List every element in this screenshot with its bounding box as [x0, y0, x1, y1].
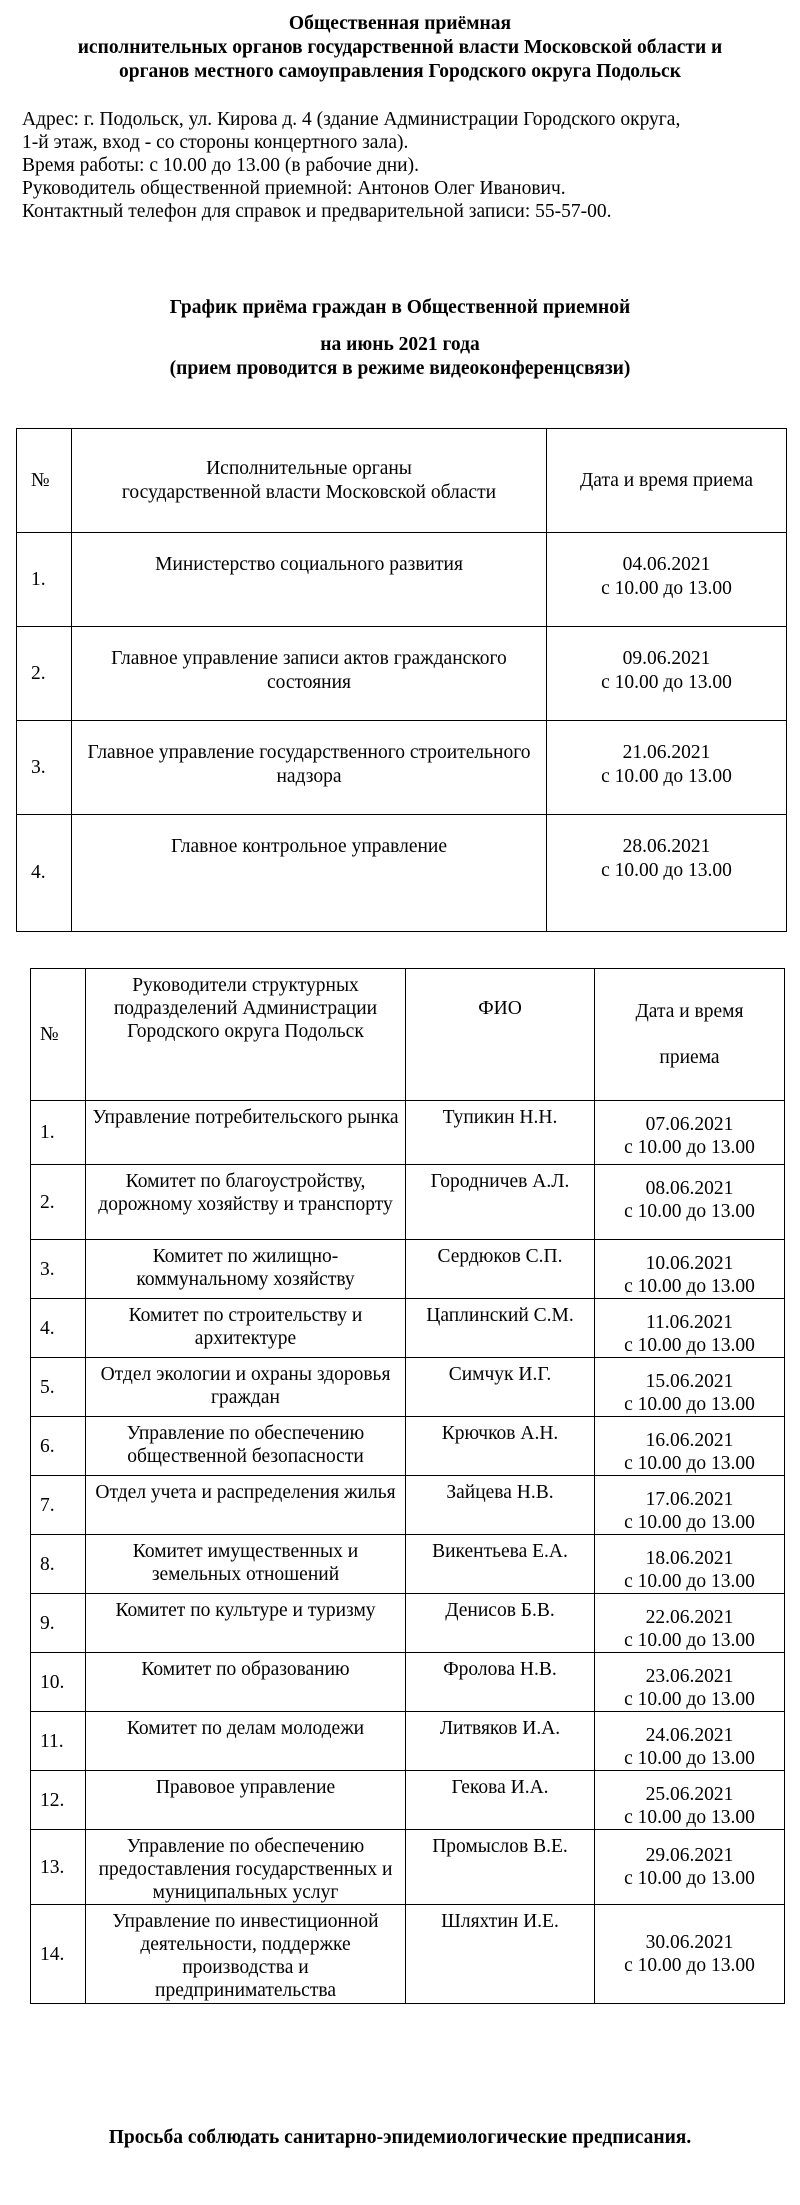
table-row — [31, 1771, 785, 1830]
reception-datetime — [595, 1165, 785, 1240]
regional-authorities-table — [16, 428, 787, 932]
head-name: Сердюков С.П. — [406, 1240, 595, 1299]
head-name: Тупикин Н.Н. — [406, 1101, 595, 1165]
reception-datetime — [595, 1417, 785, 1476]
table-row — [31, 1830, 785, 1905]
header-line-2: исполнительных органов государственной власти Московской области и — [77, 37, 723, 58]
head-name: Денисов Б.В. — [406, 1594, 595, 1653]
row-number: 6. — [31, 1417, 86, 1476]
head-name: Промыслов В.Е. — [406, 1830, 595, 1905]
reception-date: 09.06.2021 — [622, 648, 711, 669]
table-row — [31, 1240, 785, 1299]
row-number: 12. — [31, 1771, 86, 1830]
department-name: Комитет по благоустройству, дорожному хозяйству и транспорту — [86, 1165, 406, 1240]
column-header-authority-line-1: Исполнительные органы — [206, 457, 412, 479]
reception-datetime — [595, 1905, 785, 2004]
row-number: 11. — [31, 1712, 86, 1771]
reception-time: с 10.00 до 13.00 — [624, 1276, 755, 1297]
header-line-1: Общественная приёмная — [288, 13, 512, 34]
table-row — [31, 1165, 785, 1240]
authority-name: Министерство социального развития — [72, 533, 547, 627]
reception-time: с 10.00 до 13.00 — [624, 1571, 755, 1592]
column-header-datetime-line-1: Дата и время — [635, 1001, 744, 1022]
reception-time: с 10.00 до 13.00 — [624, 1394, 755, 1415]
row-number: 4. — [31, 1299, 86, 1358]
column-header-datetime: Дата и время приема — [547, 429, 787, 533]
reception-time: с 10.00 до 13.00 — [624, 1955, 755, 1976]
department-name: Комитет по культуре и туризму — [86, 1594, 406, 1653]
municipal-departments-table — [30, 968, 785, 2004]
reception-time: с 10.00 до 13.00 — [601, 766, 732, 787]
document-header — [0, 12, 800, 84]
row-number: 1. — [17, 533, 72, 627]
schedule-mode: (прием проводится в режиме видеоконференцсвязи) — [169, 358, 631, 379]
row-number: 2. — [17, 627, 72, 721]
department-name: Правовое управление — [86, 1771, 406, 1830]
column-header-authority-line-2: государственной власти Московской области — [121, 481, 497, 503]
table-row — [17, 533, 787, 627]
row-number: 1. — [31, 1101, 86, 1165]
table-row — [17, 815, 787, 932]
column-header-datetime — [595, 969, 785, 1101]
column-header-number: № — [17, 429, 72, 533]
row-number: 13. — [31, 1830, 86, 1905]
reception-time: с 10.00 до 13.00 — [624, 1512, 755, 1533]
reception-datetime — [595, 1476, 785, 1535]
reception-date: 30.06.2021 — [645, 1932, 734, 1953]
reception-datetime — [595, 1101, 785, 1165]
column-header-datetime-line-2: приема — [659, 1047, 720, 1068]
reception-time: с 10.00 до 13.00 — [624, 1137, 755, 1158]
reception-date: 11.06.2021 — [645, 1312, 734, 1333]
address-line-2: 1-й этаж, вход - со стороны концертного зала). — [22, 132, 409, 153]
head-name: Зайцева Н.В. — [406, 1476, 595, 1535]
reception-datetime — [595, 1594, 785, 1653]
reception-datetime — [595, 1299, 785, 1358]
row-number: 3. — [31, 1240, 86, 1299]
table-row — [31, 1101, 785, 1165]
reception-datetime — [547, 627, 787, 721]
table-header-row — [17, 429, 787, 533]
table-row — [31, 1594, 785, 1653]
reception-time: с 10.00 до 13.00 — [601, 578, 732, 599]
reception-date: 15.06.2021 — [645, 1371, 734, 1392]
head-name: Цаплинский С.М. — [406, 1299, 595, 1358]
table-row — [31, 1417, 785, 1476]
reception-date: 29.06.2021 — [645, 1845, 734, 1866]
reception-time: с 10.00 до 13.00 — [624, 1868, 755, 1889]
head-name: Крючков А.Н. — [406, 1417, 595, 1476]
reception-date: 23.06.2021 — [645, 1666, 734, 1687]
reception-time: с 10.00 до 13.00 — [601, 860, 732, 881]
schedule-month: на июнь 2021 года — [320, 334, 480, 355]
address-line-1: Адрес: г. Подольск, ул. Кирова д. 4 (здание Администрации Городского округа, — [22, 109, 681, 130]
reception-date: 21.06.2021 — [622, 742, 711, 763]
reception-date: 04.06.2021 — [622, 554, 711, 575]
row-number: 7. — [31, 1476, 86, 1535]
sanitary-notice: Просьба соблюдать санитарно-эпидемиологические предписания. — [108, 2127, 692, 2148]
authority-name: Главное контрольное управление — [72, 815, 547, 932]
column-header-department: Руководители структурных подразделений Администрации Городского округа Подольск — [86, 969, 406, 1101]
reception-time: с 10.00 до 13.00 — [601, 672, 732, 693]
reception-time: с 10.00 до 13.00 — [624, 1748, 755, 1769]
department-name: Комитет по жилищно-коммунальному хозяйству — [86, 1240, 406, 1299]
row-number: 9. — [31, 1594, 86, 1653]
reception-date: 28.06.2021 — [622, 836, 711, 857]
department-name: Отдел экологии и охраны здоровья граждан — [86, 1358, 406, 1417]
head-name: Шляхтин И.Е. — [406, 1905, 595, 2004]
row-number: 4. — [17, 815, 72, 932]
table-row — [31, 1653, 785, 1712]
reception-date: 18.06.2021 — [645, 1548, 734, 1569]
row-number: 3. — [17, 721, 72, 815]
table-row — [31, 1535, 785, 1594]
reception-datetime — [595, 1771, 785, 1830]
department-name: Комитет по делам молодежи — [86, 1712, 406, 1771]
reception-datetime — [595, 1830, 785, 1905]
working-hours: Время работы: с 10.00 до 13.00 (в рабочие дни). — [22, 155, 419, 176]
reception-time: с 10.00 до 13.00 — [624, 1807, 755, 1828]
reception-datetime — [595, 1240, 785, 1299]
reception-date: 24.06.2021 — [645, 1725, 734, 1746]
table-row — [31, 1905, 785, 2004]
table-row — [17, 627, 787, 721]
column-header-name: ФИО — [406, 969, 595, 1101]
reception-time: с 10.00 до 13.00 — [624, 1201, 755, 1222]
reception-datetime — [595, 1653, 785, 1712]
row-number: 14. — [31, 1905, 86, 2004]
reception-date: 25.06.2021 — [645, 1784, 734, 1805]
department-name: Отдел учета и распределения жилья — [86, 1476, 406, 1535]
row-number: 2. — [31, 1165, 86, 1240]
column-header-number: № — [31, 969, 86, 1101]
table-header-row — [31, 969, 785, 1101]
authority-name: Главное управление государственного строительного надзора — [72, 721, 547, 815]
department-name: Управление по инвестиционной деятельности, поддержке производства и предпринимательства — [86, 1905, 406, 2004]
contact-phone: Контактный телефон для справок и предварительной записи: 55-57-00. — [22, 201, 612, 222]
authority-name: Главное управление записи актов гражданского состояния — [72, 627, 547, 721]
row-number: 5. — [31, 1358, 86, 1417]
head-name: Симчук И.Г. — [406, 1358, 595, 1417]
reception-datetime — [595, 1712, 785, 1771]
reception-date: 16.06.2021 — [645, 1430, 734, 1451]
table-row — [31, 1712, 785, 1771]
reception-time: с 10.00 до 13.00 — [624, 1453, 755, 1474]
contact-info — [22, 108, 792, 223]
department-name: Комитет имущественных и земельных отношений — [86, 1535, 406, 1594]
schedule-title: График приёма граждан в Общественной приемной — [169, 297, 631, 318]
row-number: 8. — [31, 1535, 86, 1594]
reception-datetime — [547, 533, 787, 627]
reception-datetime — [595, 1535, 785, 1594]
head-name: Городничев А.Л. — [406, 1165, 595, 1240]
department-name: Управление потребительского рынка — [86, 1101, 406, 1165]
head-name: Викентьева Е.А. — [406, 1535, 595, 1594]
reception-time: с 10.00 до 13.00 — [624, 1630, 755, 1651]
head-name: Фролова Н.В. — [406, 1653, 595, 1712]
reception-time: с 10.00 до 13.00 — [624, 1689, 755, 1710]
reception-datetime — [547, 721, 787, 815]
reception-date: 08.06.2021 — [645, 1178, 734, 1199]
reception-date: 07.06.2021 — [645, 1114, 734, 1135]
head-name: Литвяков И.А. — [406, 1712, 595, 1771]
department-name: Управление по обеспечению общественной безопасности — [86, 1417, 406, 1476]
reception-datetime — [595, 1358, 785, 1417]
row-number: 10. — [31, 1653, 86, 1712]
column-header-authority — [72, 429, 547, 533]
header-line-3: органов местного самоуправления Городского округа Подольск — [119, 61, 681, 82]
reception-head: Руководитель общественной приемной: Антонов Олег Иванович. — [22, 178, 566, 199]
department-name: Комитет по строительству и архитектуре — [86, 1299, 406, 1358]
head-name: Гекова И.А. — [406, 1771, 595, 1830]
reception-date: 17.06.2021 — [645, 1489, 734, 1510]
department-name: Управление по обеспечению предоставления государственных и муниципальных услуг — [86, 1830, 406, 1905]
reception-datetime — [547, 815, 787, 932]
reception-date: 10.06.2021 — [645, 1253, 734, 1274]
table-row — [31, 1476, 785, 1535]
table-row — [31, 1299, 785, 1358]
table-row — [17, 721, 787, 815]
reception-time: с 10.00 до 13.00 — [624, 1335, 755, 1356]
reception-date: 22.06.2021 — [645, 1607, 734, 1628]
table-row — [31, 1358, 785, 1417]
department-name: Комитет по образованию — [86, 1653, 406, 1712]
